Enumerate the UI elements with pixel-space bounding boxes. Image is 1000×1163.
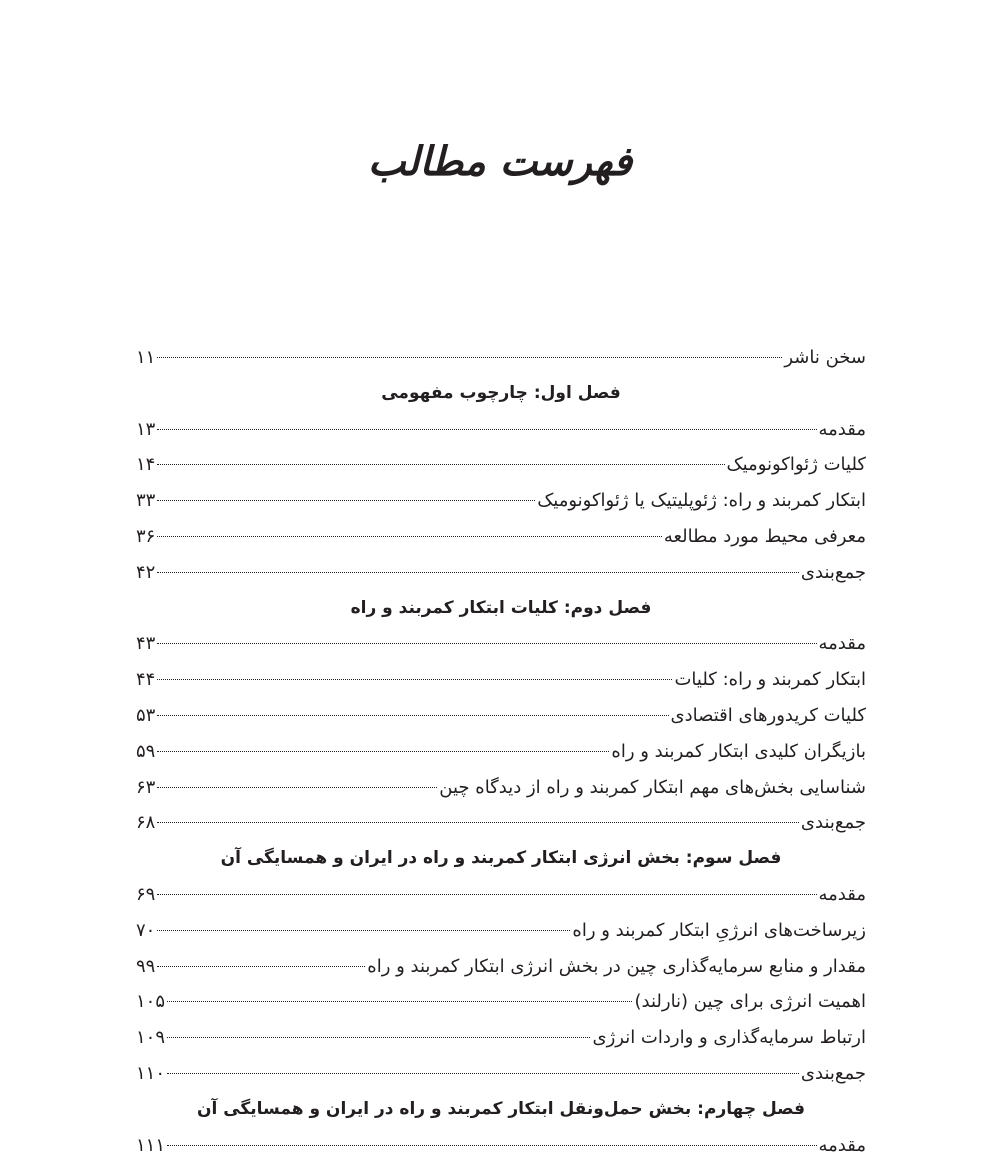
toc-entry (136, 805, 866, 841)
toc-entry (136, 984, 866, 1020)
dot-leader (167, 1073, 799, 1074)
toc-entry-label: جمع‌بندی (800, 1062, 866, 1084)
chapter-heading: فصل دوم: کلیات ابتکار کمربند و راه (350, 597, 652, 618)
toc-entry (136, 949, 866, 985)
dot-leader (157, 572, 799, 573)
dot-leader (157, 643, 816, 644)
toc-entry (136, 662, 866, 698)
toc-entry (136, 877, 866, 913)
toc-entry-label: ارتباط سرمایه‌گذاری و واردات انرژی (592, 1027, 866, 1049)
dot-leader (157, 715, 668, 716)
toc-entry-preface (136, 340, 866, 376)
toc-entry-page: ۱۱۰ (136, 1062, 166, 1084)
toc-entry-page: ۴۲ (136, 561, 156, 583)
chapter-heading: فصل سوم: بخش انرژی ابتکار کمربند و راه در ایران و همسایگی آن (220, 848, 782, 869)
toc-entry-label: مقدمه (818, 883, 866, 905)
toc-entry-label: ابتکار کمربند و راه: کلیات (674, 669, 866, 691)
dot-leader (167, 1001, 632, 1002)
toc-entry-label: اهمیت انرژی برای چین (نارلند) (634, 991, 866, 1013)
dot-leader (157, 429, 816, 430)
toc-entry-page: ۵۹ (136, 740, 156, 762)
toc-entry (136, 734, 866, 770)
toc-entry-page: ۱۱۱ (136, 1134, 166, 1156)
toc-entry (136, 626, 866, 662)
toc-entry-page: ۷۰ (136, 919, 156, 941)
toc-entry (136, 1056, 866, 1092)
toc-entry-label: معرفی محیط مورد مطالعه (663, 525, 866, 547)
toc-entry-label: شناسایی بخش‌های مهم ابتکار کمربند و راه از دیدگاه چین (439, 776, 866, 798)
toc-entry-page: ۱۰۵ (136, 991, 166, 1013)
toc-entry-page: ۶۹ (136, 883, 156, 905)
dot-leader (157, 500, 535, 501)
toc-entry-page: ۳۶ (136, 525, 156, 547)
toc-entry-page: ۱۳ (136, 418, 156, 440)
toc-entry (136, 412, 866, 448)
toc-entry-label: مقدمه (818, 418, 866, 440)
toc-entry-label: کلیات ژئواکونومیک (726, 454, 866, 476)
dot-leader (157, 930, 570, 931)
toc-entry (136, 555, 866, 591)
toc-entry (136, 770, 866, 806)
dot-leader (167, 1145, 816, 1146)
dot-leader (157, 822, 799, 823)
toc-entry-page: ۴۴ (136, 669, 156, 691)
toc-entry-page: ۶۳ (136, 776, 156, 798)
toc-entry (136, 698, 866, 734)
toc-entry-page: ۹۹ (136, 955, 156, 977)
toc-entry (136, 447, 866, 483)
dot-leader (157, 679, 672, 680)
page-title: فهرست مطالب (367, 138, 633, 185)
dot-leader (167, 1037, 590, 1038)
dot-leader (157, 894, 816, 895)
toc-entry-label: بازیگران کلیدی ابتکار کمربند و راه (611, 740, 866, 762)
toc-entry-page: ۶۸ (136, 812, 156, 834)
toc-entry-page: ۱۱ (136, 347, 156, 368)
toc-entry-label: مقدمه (818, 1134, 866, 1156)
toc-entry-label: جمع‌بندی (800, 812, 866, 834)
toc-entry (136, 483, 866, 519)
dot-leader (157, 536, 661, 537)
toc-entry-label: کلیات کریدورهای اقتصادی (670, 704, 866, 726)
toc-entry-label: مقدار و منابع سرمایه‌گذاری چین در بخش انرژی ابتکار کمربند و راه (367, 955, 866, 977)
toc-entry-page: ۴۳ (136, 633, 156, 655)
dot-leader (157, 357, 782, 358)
chapter-list (136, 376, 866, 1163)
toc-entry-label: مقدمه (818, 633, 866, 655)
toc-entry-label: زیرساخت‌های انرژیِ ابتکار کمربند و راه (572, 919, 866, 941)
toc-entry-page: ۱۴ (136, 454, 156, 476)
dot-leader (157, 966, 365, 967)
toc-entry-page: ۵۳ (136, 704, 156, 726)
dot-leader (157, 751, 609, 752)
toc-entry-label: ابتکار کمربند و راه: ژئوپلیتیک یا ژئواکونومیک (537, 490, 866, 512)
toc-entry-page: ۳۳ (136, 490, 156, 512)
dot-leader (157, 464, 724, 465)
toc-entry-label: جمع‌بندی (800, 561, 866, 583)
toc-entry (136, 913, 866, 949)
chapter-heading: فصل اول: چارچوب مفهومی (381, 382, 621, 403)
toc-entry (136, 519, 866, 555)
toc-entry (136, 1020, 866, 1056)
table-of-contents (136, 340, 866, 1163)
toc-entry-page: ۱۰۹ (136, 1027, 166, 1049)
chapter-heading: فصل چهارم: بخش حمل‌ونقل ابتکار کمربند و راه در ایران و همسایگی آن (196, 1098, 806, 1119)
toc-entry-label: سخن ناشر (784, 347, 866, 368)
dot-leader (157, 787, 437, 788)
